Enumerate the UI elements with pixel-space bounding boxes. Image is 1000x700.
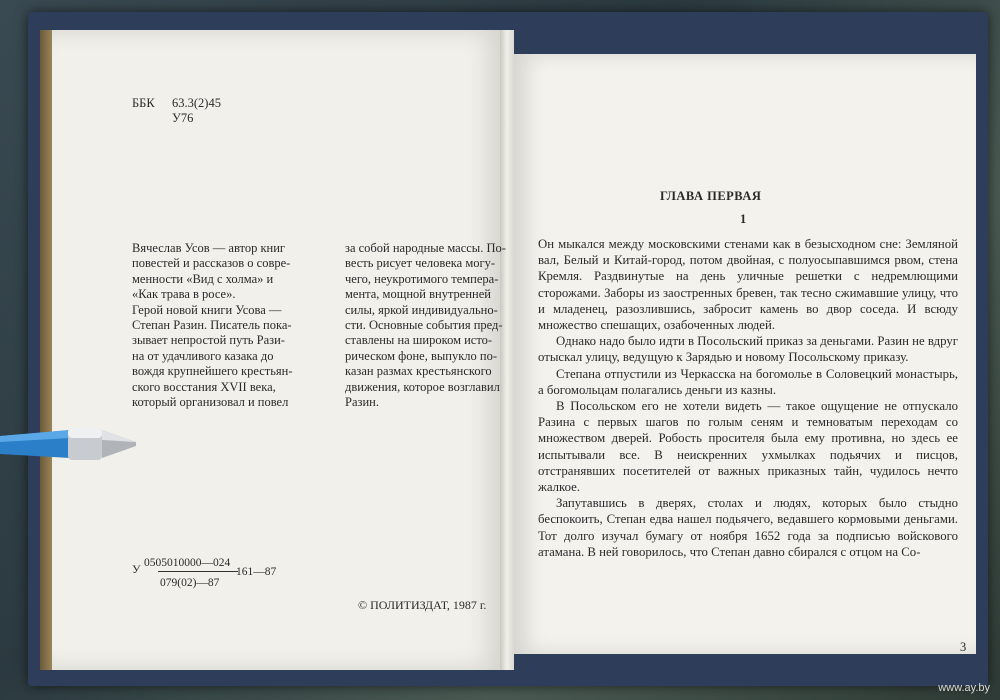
bbk-code: 63.3(2)45 У76 bbox=[172, 96, 221, 126]
watermark: www.ay.by bbox=[938, 682, 990, 694]
paragraph: Степана отпустили из Черкасска на богомолье в Соловецкий монастырь, а богомольцам полагались деньги из казны. bbox=[538, 366, 958, 397]
index-code-divider bbox=[158, 571, 238, 572]
chapter-title: ГЛАВА ПЕРВАЯ bbox=[660, 189, 762, 203]
paragraph: Запутавшись в дверях, столах и людях, которых было стыдно беспокоить, Степан едва нашел подьячего, ведавшего кормовыми деньгами. Тот долго изучал бумагу от ноября 1652 года за подписью войскового атамана. В ней говорилось, что Степан давно сбирался с отцом на Со- bbox=[538, 496, 958, 559]
annotation-column-1: Вячеслав Усов — автор книг повестей и рассказов о совре- менности «Вид с холма» и «Как трава в росе». Герой новой книги Усова — Степан Разин. Писатель пока- зывает непростой путь Рази- на от удачливого казака до вождя крупнейшего крестьян- ского восстания XVII века, который организовал и повел bbox=[132, 241, 293, 410]
index-code-bottom: 079(02)—87 bbox=[160, 577, 220, 589]
bbk-label: ББК bbox=[132, 96, 155, 110]
paragraph: Однако надо было идти в Посольский приказ за деньгами. Разин не вдруг отыскал улицу, ведущую к Зарядью и новому Посольскому приказу. bbox=[538, 334, 958, 365]
index-code-top: 0505010000—024 bbox=[144, 557, 231, 569]
annotation-column-2: за собой народные массы. По- весть рисует человека могу- чего, неукротимого темпера- мента, мощной внутренней силы, яркой индивидуально- сти. Основные события пред- ставлены на широком исто- рическом фоне, выпукло по- казан размах крестьянского движения, которое возглавил Разин. bbox=[345, 241, 506, 410]
index-code-prefix: У bbox=[132, 562, 141, 576]
page-number: 3 bbox=[960, 640, 967, 654]
paragraph: Он мыкался между московскими стенами как в безысходном сне: Земляной вал, Белый и Китай-город, потом двойная, с полуосыпавшимся рвом, стена Кремля. Раздвинутые на день уличные решетки с недремлющими сторожами. Заборы из заостренных бревен, так тесно сжимавшие улицу, что и младенец, разозлившись, забросит камень во двор соседа. И всюду множество спешащих, озабоченных людей. bbox=[538, 237, 958, 333]
paragraph: В Посольском его не хотели видеть — такое ощущение не отпускало Разина с первых шагов по голым сеням и темноватым переходам со множеством дверей. Робость просителя была ему противна, но здесь ее испытывали все. В неискренних ухмылках подьячих и писцов, отстранявших посетителей от важных приказных тайн, чудилось нечто жалкое. bbox=[538, 399, 958, 495]
index-code-right: 161—87 bbox=[236, 566, 277, 578]
pen-icon bbox=[0, 424, 140, 464]
section-number: 1 bbox=[740, 212, 747, 226]
copyright-line: © ПОЛИТИЗДАТ, 1987 г. bbox=[358, 598, 487, 612]
chapter-body bbox=[538, 236, 958, 560]
